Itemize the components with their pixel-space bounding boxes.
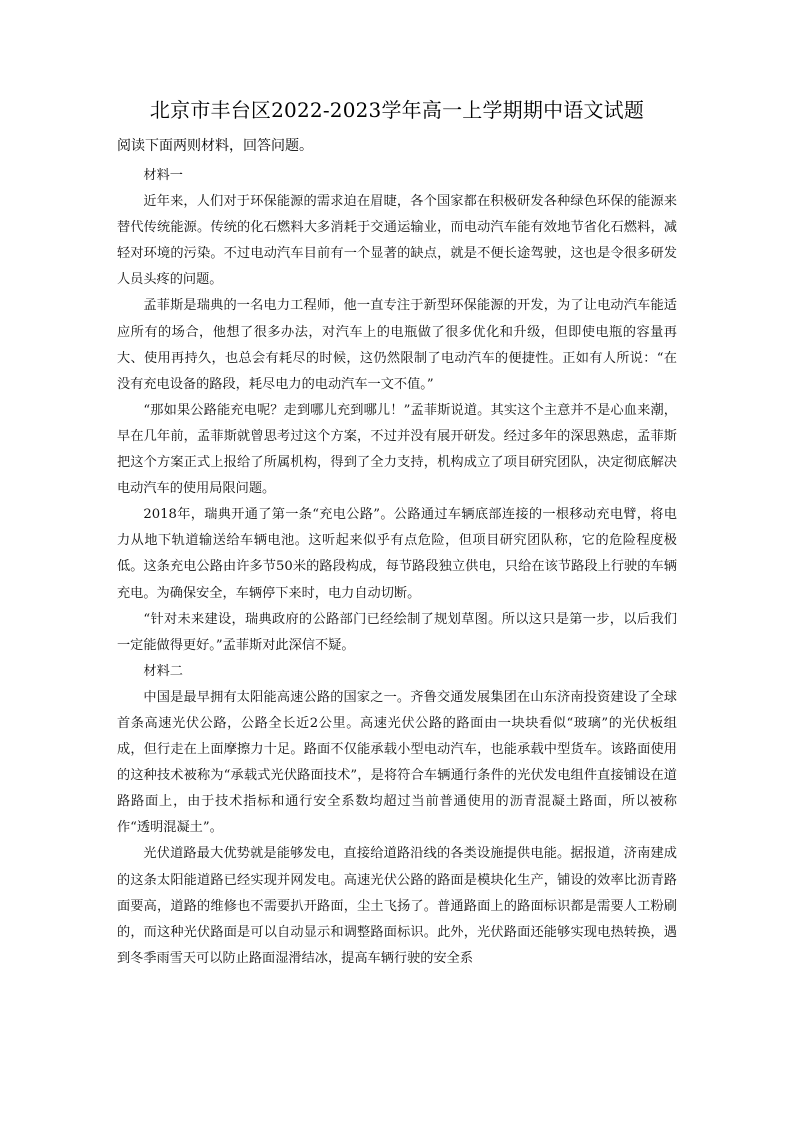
- reading-instruction: 阅读下面两则材料，回答问题。: [117, 138, 313, 154]
- document-title: 北京市丰台区2022-2023学年高一上学期期中语文试题: [149, 98, 645, 122]
- paragraph: “针对未来建设，瑞典政府的公路部门已经绘制了规划草图。所以这只是第一步，以后我们一定能做得更好。”孟菲斯对此深信不疑。: [117, 611, 677, 653]
- paragraph: 中国是最早拥有太阳能高速公路的国家之一。齐鲁交通发展集团在山东济南投资建设了全球首条高速光伏公路，公路全长近2公里。高速光伏公路的路面由一块块看似“玻璃”的光伏板组成，但行走在上面摩擦力十足。路面不仅能承载小型电动汽车，也能承载中型货车。该路面使用的这种技术被称为“承载式光伏路面技术”，是将符合车辆通行条件的光伏发电组件直接铺设在道路路面上，由于技术指标和通行安全系数均超过当前普通使用的沥青混凝土路面，所以被称作“透明混凝土”。: [117, 689, 677, 836]
- document-body: [117, 163, 677, 972]
- paragraph: 孟菲斯是瑞典的一名电力工程师，他一直专注于新型环保能源的开发，为了让电动汽车能适应所有的场合，他想了很多办法，对汽车上的电瓶做了很多优化和升级，但即使电瓶的容量再大、使用再持久，也总会有耗尽的时候，这仍然限制了电动汽车的便捷性。正如有人所说：“在没有充电设备的路段，耗尽电力的电动汽车一文不值。”: [117, 298, 677, 392]
- paragraph: 2018年，瑞典开通了第一条“充电公路”。公路通过车辆底部连接的一根移动充电臂，将电力从地下轨道输送给车辆电池。这听起来似乎有点危险，但项目研究团队称，它的危险程度极低。这条充电公路由许多节50米的路段构成，每节路段独立供电，只给在该节路段上行驶的车辆充电。为确保安全，车辆停下来时，电力自动切断。: [117, 507, 677, 601]
- paragraph: 近年来，人们对于环保能源的需求迫在眉睫，各个国家都在积极研发各种绿色环保的能源来替代传统能源。传统的化石燃料大多消耗于交通运输业，而电动汽车能有效地节省化石燃料，减轻对环境的污染。不过电动汽车目前有一个显著的缺点，就是不便长途驾驶，这也是令很多研发人员头疼的问题。: [117, 194, 677, 288]
- paragraph: 光伏道路最大优势就是能够发电，直接给道路沿线的各类设施提供电能。据报道，济南建成的这条太阳能道路已经实现并网发电。高速光伏公路的路面是模块化生产，铺设的效率比沥青路面要高，道路的维修也不需要扒开路面，尘土飞扬了。普通路面上的路面标识都是需要人工粉刷的，而这种光伏路面是可以自动显示和调整路面标识。此外，光伏路面还能够实现电热转换，遇到冬季雨雪天可以防止路面湿滑结冰，提高车辆行驶的安全系: [117, 846, 677, 966]
- material-two-heading: 材料二: [143, 663, 183, 679]
- paragraph: “那如果公路能充电呢？走到哪儿充到哪儿！”孟菲斯说道。其实这个主意并不是心血来潮，早在几年前，孟菲斯就曾思考过这个方案，不过并没有展开研发。经过多年的深思熟虑，孟菲斯把这个方案正式上报给了所属机构，得到了全力支持，机构成立了项目研究团队，决定彻底解决电动汽车的使用局限问题。: [117, 402, 677, 497]
- material-one-heading: 材料一: [143, 168, 183, 183]
